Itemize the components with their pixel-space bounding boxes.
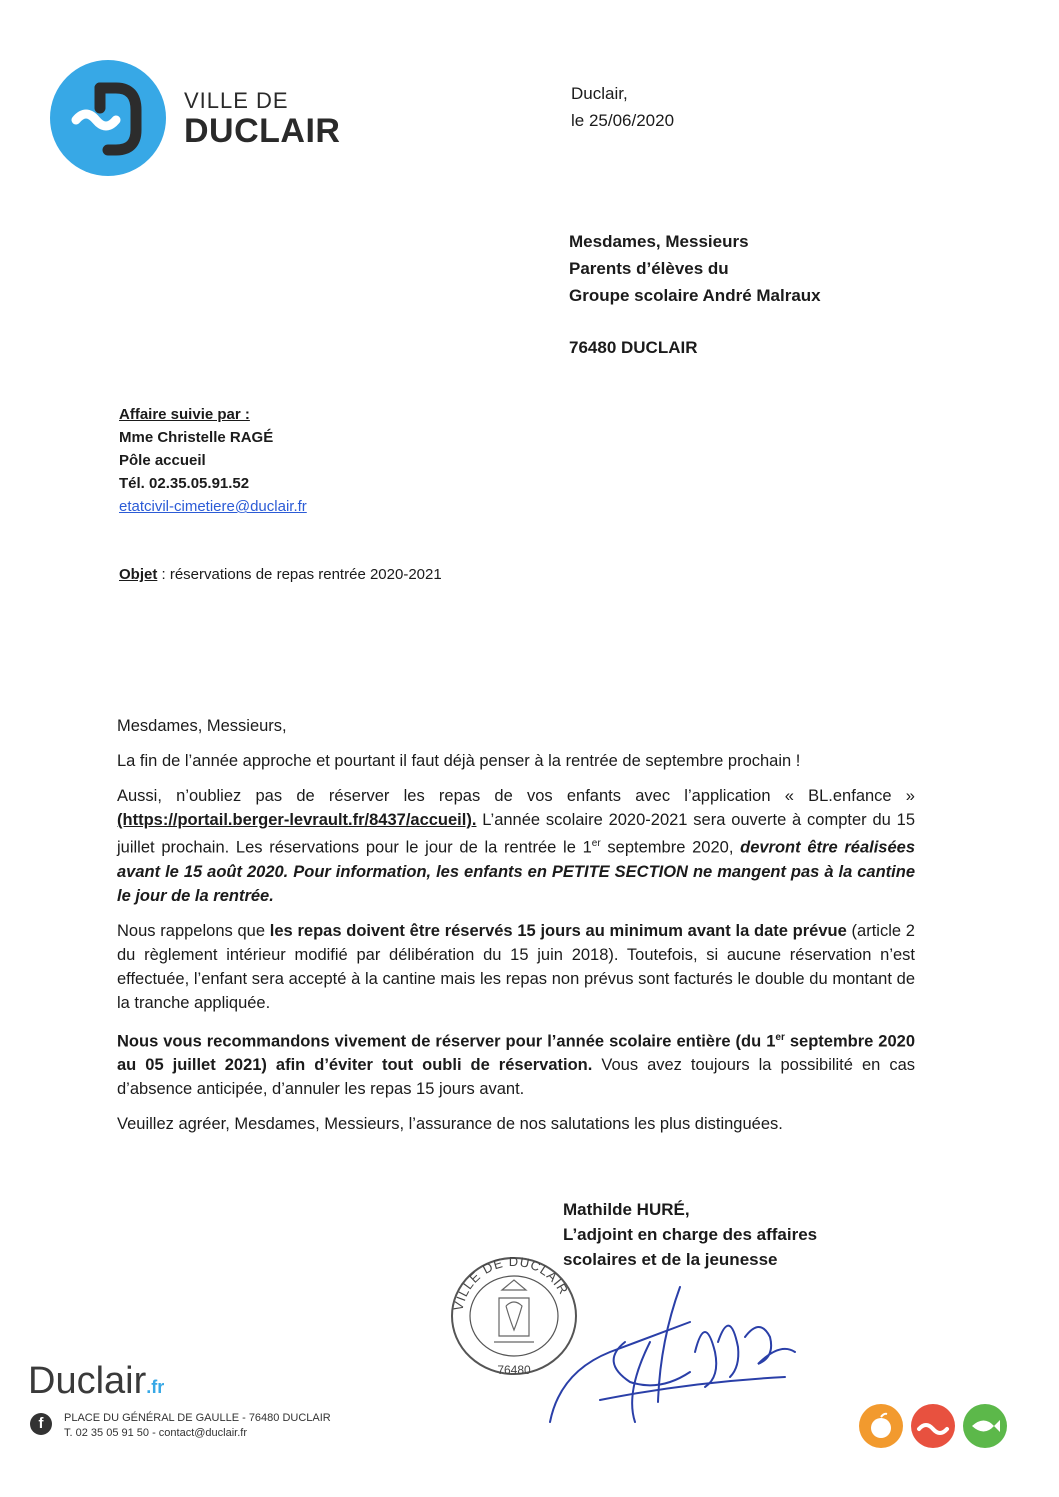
contact-phone: Tél. 02.35.05.91.52 [119, 475, 250, 492]
food-badge-icon [858, 1403, 904, 1449]
paragraph-2 [117, 784, 915, 908]
paragraph-3 [117, 919, 915, 1015]
paragraph-2-sup: er [591, 838, 601, 849]
footer-brand-name: Duclair [28, 1360, 147, 1402]
date-city: Duclair, [571, 84, 628, 103]
paragraph-2-text-b: L’année scolaire 2020-2021 sera ouverte à compter du 15 juillet prochain. Les réservations pour le jour de la rentrée le 1 [117, 811, 915, 857]
logo-line1: VILLE DE [184, 88, 289, 113]
recipient-block [569, 228, 821, 361]
fish-badge-icon [962, 1403, 1008, 1449]
duclair-logo-icon [48, 58, 168, 178]
subject-label: Objet [119, 566, 158, 583]
footer-badges [858, 1403, 1008, 1449]
wave-badge-icon [910, 1403, 956, 1449]
paragraph-4-emphasis-a: Nous vous recommandons vivement de réserver pour l’année scolaire entière (du 1 [117, 1032, 776, 1050]
signatory-name: Mathilde HURÉ, [563, 1200, 690, 1219]
paragraph-2-text-a: Aussi, n’oubliez pas de réserver les repas de vos enfants avec l’application « BL.enfance » [117, 787, 915, 805]
handwritten-signature [540, 1282, 800, 1432]
paragraph-4-sup: er [775, 1031, 785, 1043]
date-value: le 25/06/2020 [571, 111, 675, 130]
contact-block [119, 403, 307, 518]
signatory-role1: L’adjoint en charge des affaires [563, 1225, 818, 1244]
paragraph-3-text-c: (article 2 du règlement intérieur modifié par délibération du 15 juin 2018). Toutefois, si aucune réservation n’est effectuée, l’enfant sera accepté à la cantine mais les repas non prévus sont facturés le double du montant de la tranche appliquée. [117, 921, 915, 1012]
paragraph-4 [117, 1026, 915, 1102]
footer-contact [64, 1411, 331, 1441]
salutation: Mesdames, Messieurs, [117, 717, 287, 735]
letter-body [117, 714, 915, 1147]
paragraph-4-text-c: Vous avez toujours la possibilité en cas d’absence anticipée, d’annuler les repas 15 jours avant. [117, 1056, 915, 1098]
paragraph-2-text-c: septembre 2020, [600, 838, 741, 857]
svg-text:76480: 76480 [497, 1363, 531, 1377]
subject-line [119, 566, 442, 583]
paragraph-1: La fin de l’année approche et pourtant il faut déjà penser à la rentrée de septembre prochain ! [117, 752, 801, 770]
recipient-line3: Groupe scolaire André Malraux [569, 286, 821, 305]
recipient-line2: Parents d’élèves du [569, 259, 729, 278]
date-block [571, 80, 674, 134]
paragraph-3-emphasis: les repas doivent être réservés 15 jours au minimum avant la date prévue [269, 921, 847, 940]
footer-brand-suffix: .fr [146, 1377, 165, 1397]
subject-text: : réservations de repas rentrée 2020-2021 [157, 566, 442, 583]
paragraph-3-text-a: Nous rappelons que [117, 921, 270, 940]
footer-phone-email: T. 02 35 05 91 50 - contact@duclair.fr [64, 1427, 247, 1439]
contact-label: Affaire suivie par : [119, 406, 250, 423]
paragraph-4-emphasis-b: septembre 2020 au 05 juillet 2021) afin d’éviter tout oubli de réservation. [117, 1032, 916, 1074]
closing: Veuillez agréer, Mesdames, Messieurs, l’assurance de nos salutations les plus distinguées. [117, 1115, 783, 1133]
city-logo [48, 58, 358, 178]
recipient-line1: Mesdames, Messieurs [569, 232, 749, 251]
paragraph-2-emphasis: devront être réalisées avant le 15 août 2020. Pour information, les enfants en PETITE SECTION ne mangent pas à la cantine le jour de la rentrée. [117, 838, 915, 905]
contact-service: Pôle accueil [119, 452, 206, 469]
contact-name: Mme Christelle RAGÉ [119, 429, 274, 446]
svg-text:VILLE DE DUCLAIR: VILLE DE DUCLAIR [450, 1253, 572, 1313]
signature-block [563, 1197, 817, 1272]
footer-address: PLACE DU GÉNÉRAL DE GAULLE - 76480 DUCLAIR [64, 1412, 331, 1424]
portal-link[interactable]: (https://portail.berger-levrault.fr/8437/accueil). [117, 811, 477, 829]
footer-brand [28, 1360, 164, 1403]
signatory-role2: scolaires et de la jeunesse [563, 1250, 778, 1269]
facebook-icon[interactable]: f [30, 1413, 52, 1435]
logo-line2: DUCLAIR [184, 112, 341, 150]
contact-email-link[interactable]: etatcivil-cimetiere@duclair.fr [119, 498, 307, 515]
recipient-postal: 76480 DUCLAIR [569, 338, 698, 357]
